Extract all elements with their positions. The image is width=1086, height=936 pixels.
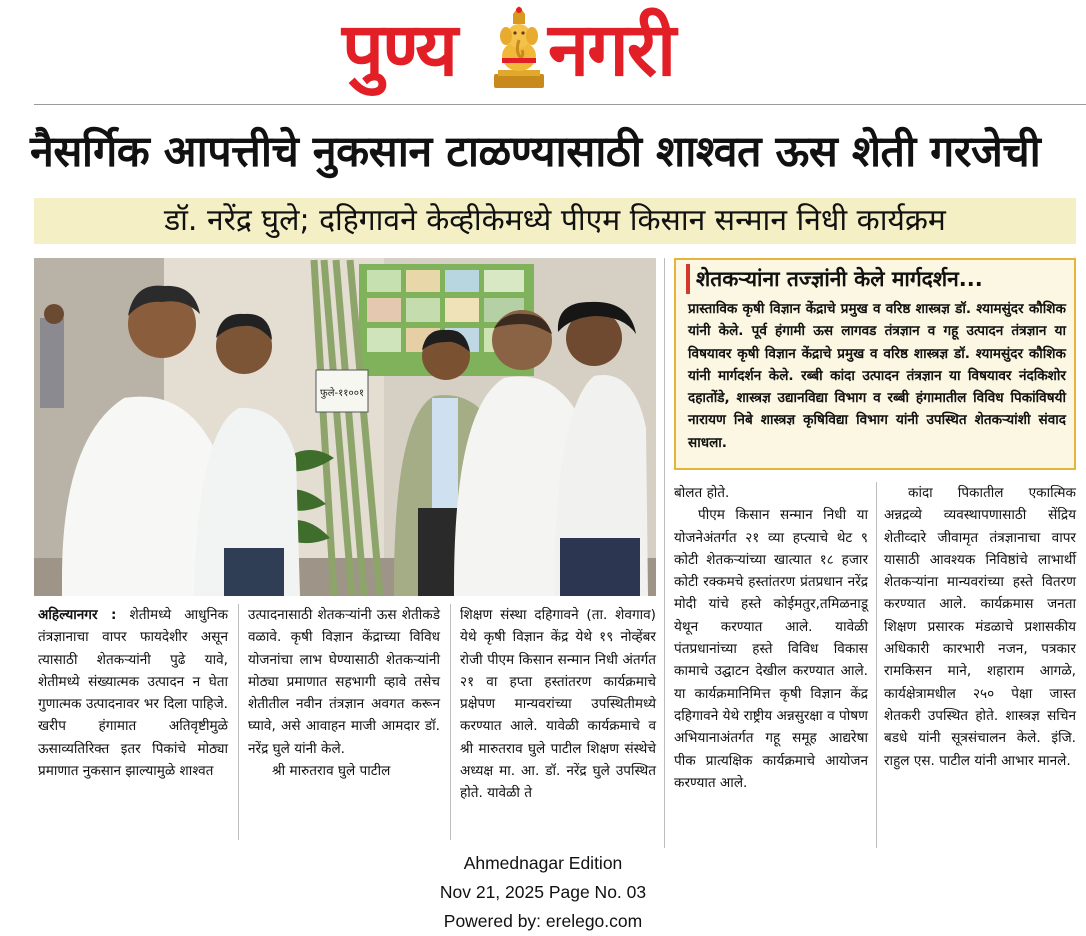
sidebox-title: शेतकऱ्यांना तज्ज्ञांनी केले मार्गदर्शन... <box>686 264 983 294</box>
masthead <box>0 0 1086 104</box>
column-divider <box>664 258 665 848</box>
article-column-1 <box>38 604 228 782</box>
article-column-5 <box>884 482 1076 772</box>
article-headline: नैसर्गिक आपत्तीचे नुकसान टाळण्यासाठी शाश्वत ऊस शेती गरजेची <box>30 127 1041 177</box>
masthead-divider <box>34 104 1086 105</box>
ganesh-idol-icon <box>488 6 550 92</box>
article-column-5-text: कांदा पिकातील एकात्मिक अन्नद्रव्ये व्यवस्थापणासाठी सेंद्रिय शेतीव्दारे जीवामृत तंत्रज्ञानाचा वापर यासाठी आवश्यक निविष्ठांचे लाभार्थी शेतकऱ्यांना मान्यवरांच्या हस्ते वितरण करण्यात आले. कार्यक्रमास जनता शिक्षण प्रसारक मंडळाचे प्रशासकीय अधिकारी कारभारी नजन, पत्रकार रामकिसन माने, शहाराम आगळे, कार्यक्षेत्रामधील २५० पेक्षा जास्त शेतकरी उपस्थित होते. शास्त्रज्ञ सचिन बडधे यांनी सूत्रसंचालन केले. इंजि. राहुल एस. पाटील यांनी आभार मानले. <box>884 485 1076 769</box>
edition-label: Ahmednagar Edition <box>463 853 623 873</box>
article-column-4-lead: बोलत होते. <box>674 485 730 501</box>
column-divider <box>450 604 451 840</box>
article-photo <box>34 258 656 596</box>
article-column-4 <box>674 482 868 794</box>
article-column-2-continued: श्री मारुतराव घुले पाटील <box>272 763 391 780</box>
column-divider <box>876 482 877 848</box>
article-column-3 <box>460 604 656 805</box>
column-divider <box>238 604 239 840</box>
article-column-1-text: शेतीमध्ये आधुनिक तंत्रज्ञानाचा वापर फायदेशीर असून त्यासाठी शेतकऱ्यांनी पुढे यावे, शेतीमध्ये संख्यात्मक उत्पादन न घेता गुणात्मक उत्पादनावर भर दिला पाहिजे. खरीप हंगामात अतिवृष्टीमुळे ऊसाव्यतिरिक्त इतर पिकांचे मोठ्या प्रमाणात नुकसान झाल्यामुळे शाश्वत <box>38 607 229 780</box>
masthead-title-left: पुण्य <box>342 7 457 93</box>
article-subheadline: डॉ. नरेंद्र घुले; दहिगावने केव्हीकेमध्ये पीएम किसान सन्मान निधी कार्यक्रम <box>164 203 946 238</box>
article-column-2-text: उत्पादनासाठी शेतकऱ्यांनी ऊस शेतीकडे वळावे. कृषी विज्ञान केंद्राच्या विविध योजनांचा लाभ घेण्यासाठी शेतकऱ्यांनी मोठ्या प्रमाणात सहभागी व्हावे तसेच शेतीतील नवीन तंत्रज्ञान अवगत करून घ्यावे, असे आवाहन माजी आमदार डॉ. नरेंद्र घुले यांनी केले. <box>248 607 440 757</box>
event-photo-illustration <box>34 258 656 596</box>
date-page-label: Nov 21, 2025 Page No. 03 <box>439 882 647 902</box>
masthead-title-right: नगरी <box>548 7 675 93</box>
subheadline-bar <box>34 198 1076 244</box>
guidance-sidebox <box>674 258 1076 470</box>
article-column-2 <box>248 604 440 782</box>
photo-sign-text: फुले-११००१ <box>320 388 365 399</box>
article-column-3-text: शिक्षण संस्था दहिगावने (ता. शेवगाव) येथे कृषी विज्ञान केंद्र येथे १९ नोव्हेंबर रोजी पीएम किसान सन्मान निधी अंतर्गत २१ वा हप्ता हस्तांतरण कार्यक्रमाचे प्रक्षेपण मान्यवरांच्या उपस्थितीमध्ये करण्यात आले. यावेळी कार्यक्रमाचे व श्री मारुतराव घुले पाटील शिक्षण संस्थेचे अध्यक्ष मा. आ. डॉ. नरेंद्र घुले उपस्थित होते. यावेळी ते <box>460 607 656 802</box>
sidebox-body: प्रास्ताविक कृषी विज्ञान केंद्राचे प्रमुख व वरिष्ठ शास्त्रज्ञ डॉ. श्यामसुंदर कौशिक यांनी केले. पूर्व हंगामी ऊस लागवड तंत्रज्ञान व गहू उत्पादन तंत्रज्ञान या विषयावर कृषी विज्ञान केंद्राचे प्रमुख व वरिष्ठ शास्त्रज्ञ डॉ. श्यामसुंदर कौशिक यांनी मार्गदर्शन केले. रब्बी कांदा उत्पादन तंत्रज्ञान या विषयावर नंदकिशोर दहातोंडे, शास्त्रज्ञ उद्यानविद्या विभाग व रब्बी हंगामातील विविध पिकांविषयी नारायण निबे शास्त्रज्ञ कृषिविद्या विभाग यांनी उपस्थित शेतकऱ्यांशी संवाद साधला. <box>688 301 1066 451</box>
article-column-4-text: पीएम किसान सन्मान निधी या योजनेअंतर्गत २१ व्या हप्त्याचे थेट ९ कोटी शेतकऱ्यांच्या खात्यात १८ हजार कोटी रक्कमचे हस्तांतरण प्रंतप्रधान नरेंद्र मोदी यांचे हस्ते कोईमतुर,तमिळनाडू येथून करण्यात आले. यावेळी पंतप्रधानांच्या हस्ते विविध विकास कामाचे उद्घाटन देखील करण्यात आले. या कार्यक्रमानिमित्त कृषी विज्ञान केंद्र दहिगावने येथे राष्ट्रीय अन्नसुरक्षा व पोषण अभियानाअंतर्गत गहू समूह आद्यरेषा पीक प्रात्यक्षिक कार्यक्रमाचे आयोजन करण्यात आले. <box>674 507 868 791</box>
article-dateline: अहिल्यानगर : <box>38 607 117 623</box>
powered-by-link[interactable]: Powered by: erelego.com <box>443 911 643 931</box>
